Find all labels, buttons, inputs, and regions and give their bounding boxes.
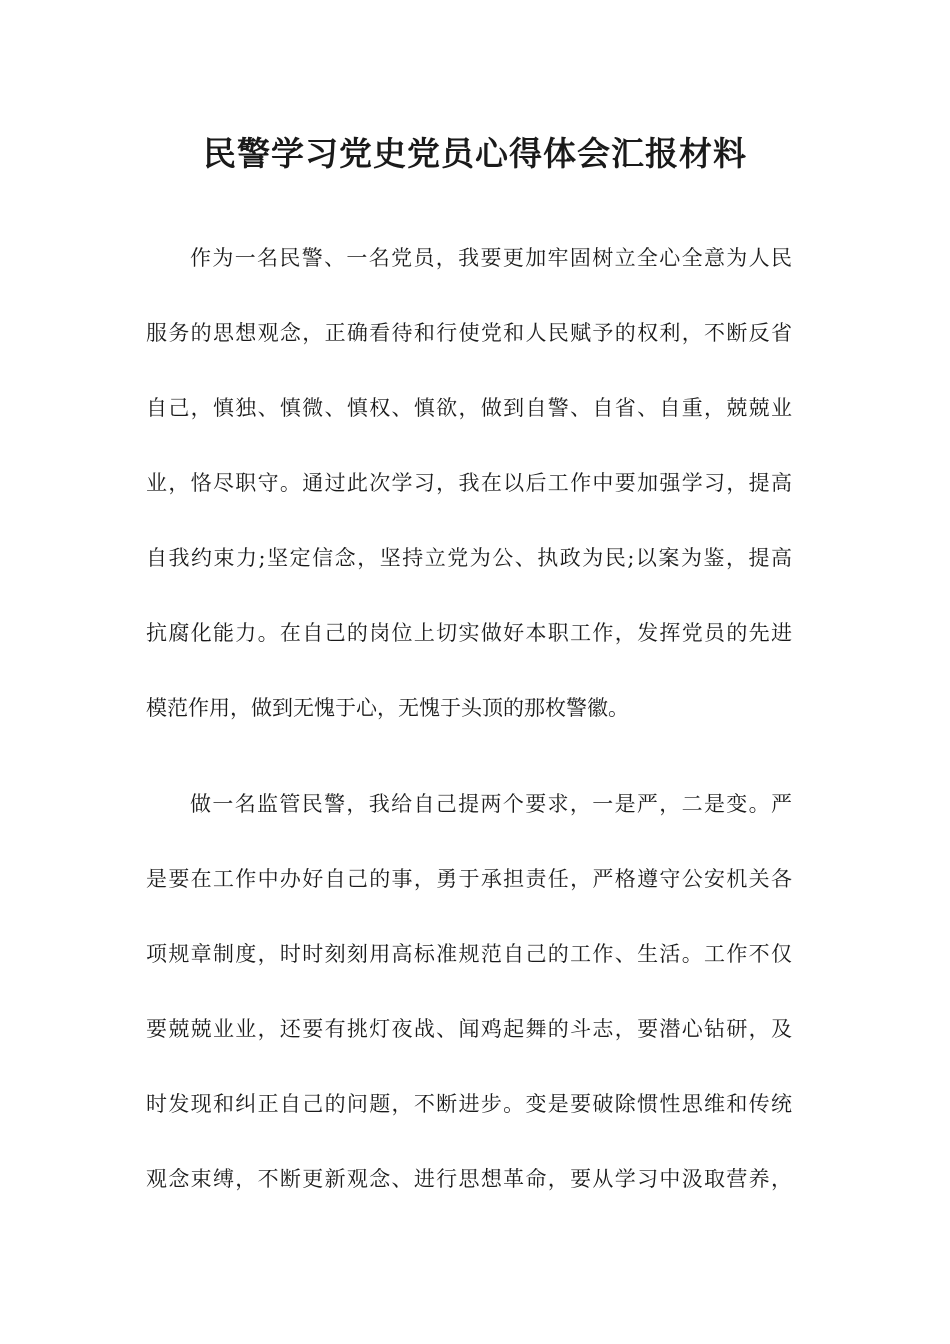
paragraph-2 <box>146 778 792 1228</box>
paragraph-line: 是要在工作中办好自己的事，勇于承担责任，严格遵守公安机关各 <box>146 867 792 891</box>
paragraph-line: 作为一名民警、一名党员，我要更加牢固树立全心全意为人民 <box>190 246 792 270</box>
paragraph-line: 自己，慎独、慎微、慎权、慎欲，做到自警、自省、自重，兢兢业 <box>146 396 792 420</box>
paragraph-line: 观念束缚，不断更新观念、进行思想革命，要从学习中汲取营养， <box>146 1167 792 1191</box>
paragraph-line: 做一名监管民警，我给自己提两个要求，一是严，二是变。严 <box>190 792 792 816</box>
paragraph-line: 自我约束力;坚定信念，坚持立党为公、执政为民;以案为鉴，提高 <box>146 546 792 570</box>
paragraph-line: 项规章制度，时时刻刻用高标准规范自己的工作、生活。工作不仅 <box>146 942 792 966</box>
paragraph-line: 模范作用，做到无愧于心，无愧于头顶的那枚警徽。 <box>146 696 629 720</box>
paragraph-line: 服务的思想观念，正确看待和行使党和人民赋予的权利，不断反省 <box>146 321 792 345</box>
paragraph-line: 时发现和纠正自己的问题，不断进步。变是要破除惯性思维和传统 <box>146 1092 792 1116</box>
paragraph-line: 业，恪尽职守。通过此次学习，我在以后工作中要加强学习，提高 <box>146 471 792 495</box>
paragraph-1 <box>146 232 792 757</box>
paragraph-line: 抗腐化能力。在自己的岗位上切实做好本职工作，发挥党员的先进 <box>146 621 792 645</box>
document-title: 民警学习党史党员心得体会汇报材料 <box>203 134 747 173</box>
paragraph-line: 要兢兢业业，还要有挑灯夜战、闻鸡起舞的斗志，要潜心钻研，及 <box>146 1017 792 1041</box>
